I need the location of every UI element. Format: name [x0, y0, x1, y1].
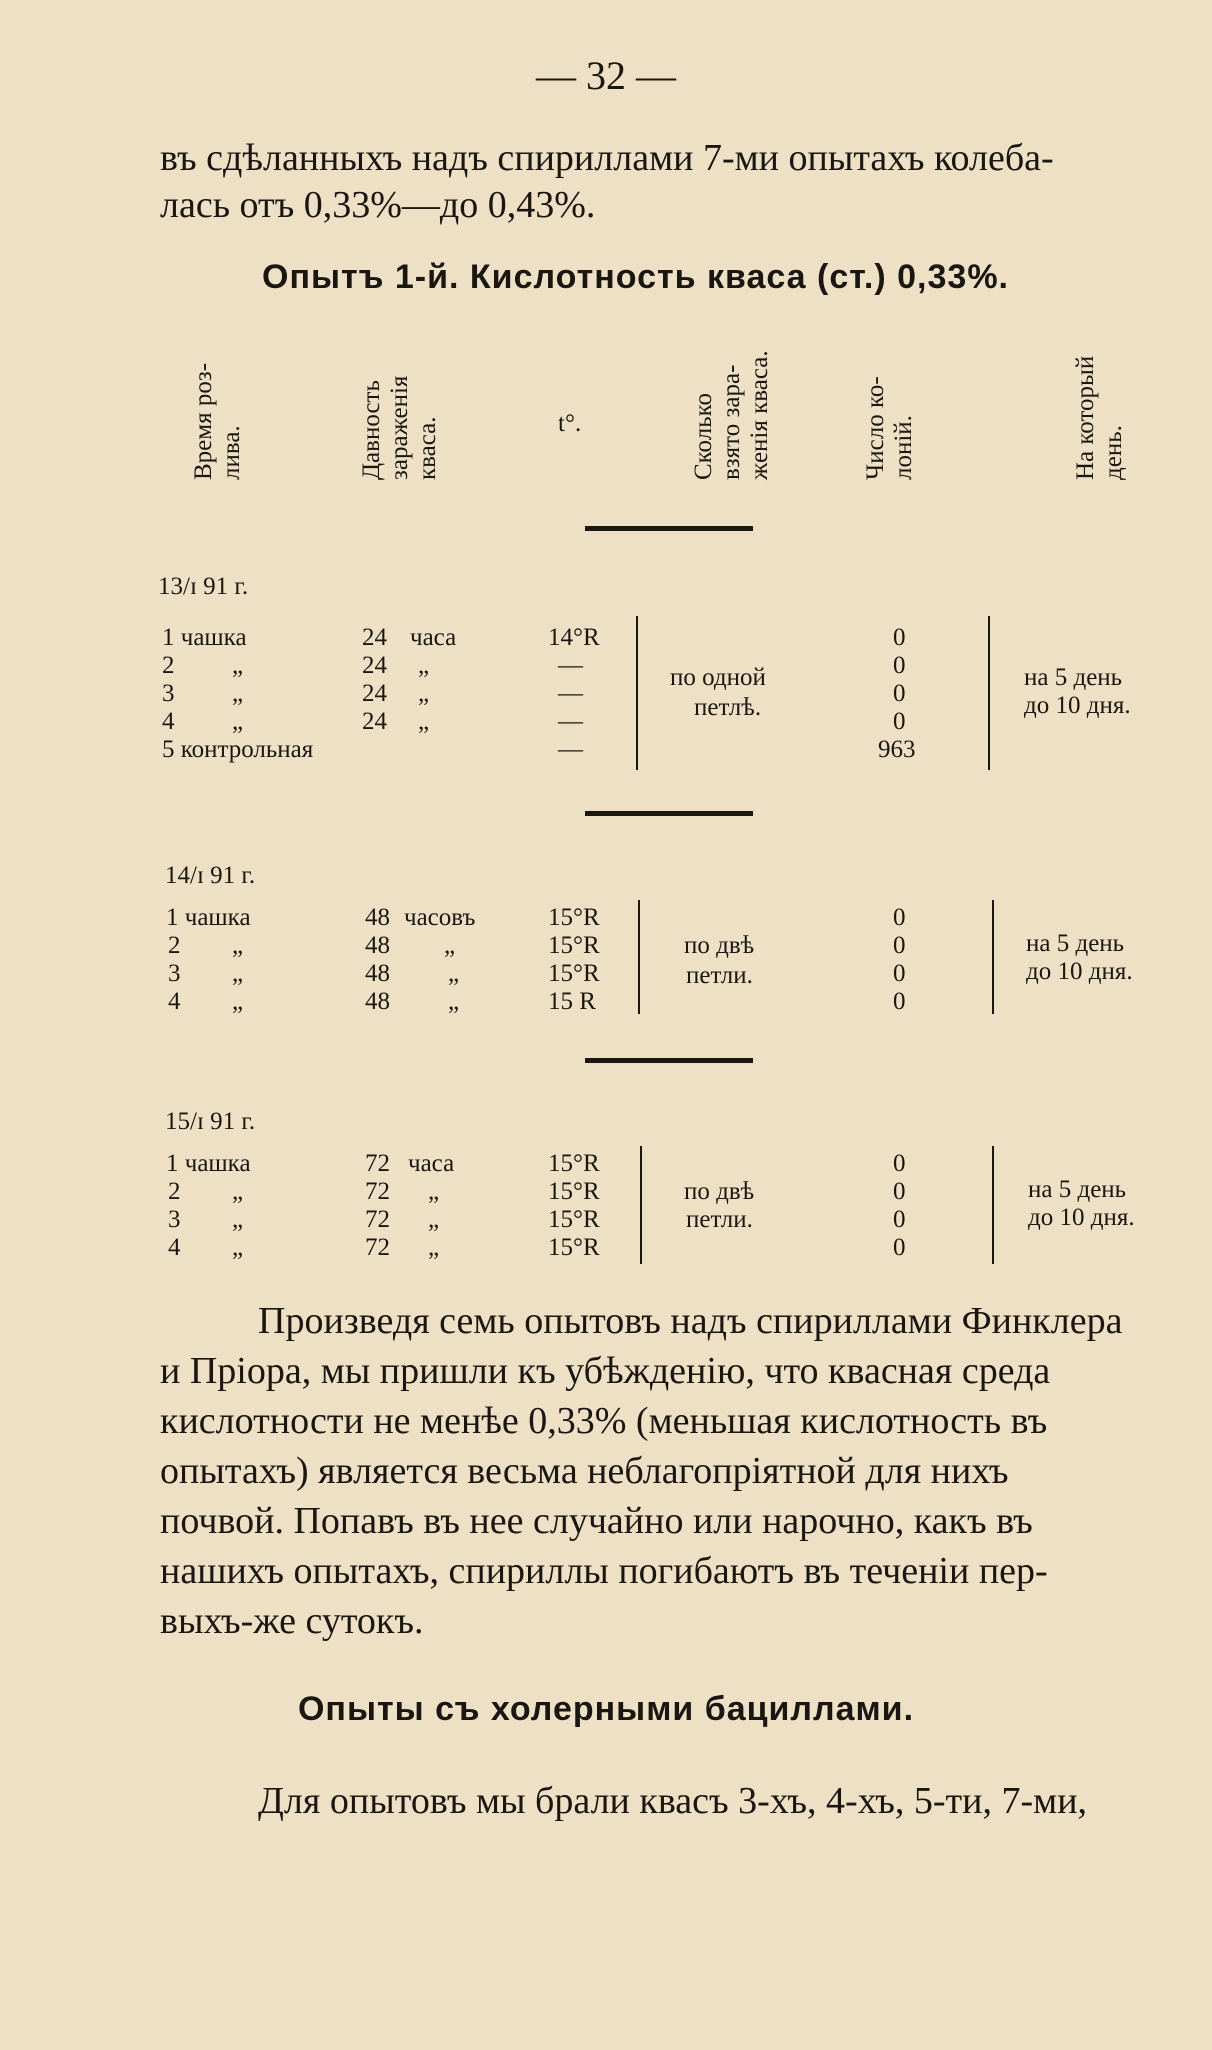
header-amount-line-3: женія кваса. — [746, 350, 773, 480]
age-unit: „ — [428, 1178, 440, 1205]
age-unit: часа — [408, 1150, 455, 1177]
header-time-line-1: Время роз- — [190, 362, 217, 480]
day-range: на 5 день — [1028, 1176, 1127, 1203]
amount-taken-unit: петли. — [686, 962, 753, 989]
header-temperature: t°. — [558, 410, 582, 437]
ditto-mark: „ — [232, 652, 244, 679]
brace — [984, 1146, 994, 1264]
colonies: 0 — [893, 904, 906, 931]
header-age-line-3: кваса. — [414, 416, 441, 480]
colonies: 0 — [893, 932, 906, 959]
age-unit: „ — [418, 652, 430, 679]
age-unit: „ — [448, 988, 460, 1015]
infection-age: 72 — [365, 1150, 390, 1177]
ditto-mark: „ — [232, 1178, 244, 1205]
temperature: 15°R — [548, 904, 600, 931]
conclusion-line: Произведя семь опытовъ надъ спириллами Финклера — [258, 1300, 1123, 1342]
intro-line-1: въ сдѣланныхъ надъ спириллами 7-ми опытахъ колеба- — [160, 137, 1054, 179]
colonies: 0 — [893, 988, 906, 1015]
colonies: 0 — [893, 960, 906, 987]
ditto-mark: „ — [232, 932, 244, 959]
day-range-end: до 10 дня. — [1024, 692, 1131, 719]
header-day-line-2: день. — [1100, 425, 1127, 480]
amount-taken: по одной — [670, 664, 766, 691]
ditto-mark: „ — [232, 988, 244, 1015]
infection-age: 48 — [365, 904, 390, 931]
temperature: 15°R — [548, 960, 600, 987]
brace — [632, 1146, 642, 1264]
header-age-line-1: Давность — [358, 380, 385, 480]
amount-taken-unit: петлѣ. — [694, 694, 762, 721]
cup-label: 2 — [168, 1178, 181, 1205]
ditto-mark: „ — [232, 1206, 244, 1233]
header-amount-line-2: взято зара- — [718, 364, 745, 480]
final-line: Для опытовъ мы брали квасъ 3-хъ, 4-хъ, 5-ти, 7-ми, — [258, 1780, 1088, 1822]
temperature: 15°R — [548, 1150, 600, 1177]
amount-taken-unit: петли. — [686, 1206, 753, 1233]
temperature: — — [558, 680, 583, 707]
colonies: 0 — [893, 1234, 906, 1261]
header-colonies-line-2: лоній. — [890, 415, 917, 480]
cup-label: 4 — [162, 708, 175, 735]
amount-taken: по двѣ — [684, 1178, 755, 1205]
header-time-line-2: лива. — [218, 425, 245, 480]
temperature: 15°R — [548, 1178, 600, 1205]
age-unit: „ — [428, 1234, 440, 1261]
header-colonies-line-1: Число ко- — [862, 376, 889, 480]
conclusion-line: почвой. Попавъ въ нее случайно или нарочно, какъ въ — [160, 1500, 1033, 1542]
divider-rule — [585, 811, 753, 816]
cup-label: 3 — [168, 960, 181, 987]
age-unit: „ — [444, 932, 456, 959]
temperature: — — [558, 736, 583, 763]
infection-age: 24 — [362, 624, 387, 651]
ditto-mark: „ — [232, 680, 244, 707]
intro-line-2: лась отъ 0,33%—до 0,43%. — [160, 184, 596, 226]
group-date: 14/ɪ 91 г. — [165, 862, 256, 889]
colonies: 0 — [893, 1150, 906, 1177]
age-unit: „ — [418, 708, 430, 735]
day-range-end: до 10 дня. — [1028, 1204, 1135, 1231]
colonies: 0 — [893, 708, 906, 735]
header-time — [190, 363, 246, 480]
infection-age: 48 — [365, 932, 390, 959]
colonies: 0 — [893, 680, 906, 707]
cup-label: 2 — [162, 652, 175, 679]
infection-age: 72 — [365, 1206, 390, 1233]
conclusion-line: кислотности не менѣе 0,33% (меньшая кислотность въ — [160, 1400, 1048, 1442]
colonies: 0 — [893, 652, 906, 679]
age-unit: „ — [428, 1206, 440, 1233]
age-unit: „ — [418, 680, 430, 707]
temperature: 14°R — [548, 624, 600, 651]
amount-taken: по двѣ — [684, 932, 755, 959]
colonies: 0 — [893, 624, 906, 651]
infection-age: 24 — [362, 652, 387, 679]
infection-age: 24 — [362, 680, 387, 707]
header-day-line-1: На который — [1072, 355, 1099, 480]
divider-rule — [585, 1058, 753, 1063]
cup-label: 1 чашка — [166, 904, 251, 931]
colonies: 0 — [893, 1178, 906, 1205]
temperature: 15°R — [548, 1206, 600, 1233]
age-unit: часа — [410, 624, 457, 651]
infection-age: 48 — [365, 988, 390, 1015]
conclusion-line: нашихъ опытахъ, спириллы погибаютъ въ теченіи пер- — [160, 1550, 1048, 1592]
conclusion-line: опытахъ) является весьма неблагопріятной для нихъ — [160, 1450, 1009, 1492]
day-range-end: до 10 дня. — [1026, 958, 1133, 985]
brace — [980, 616, 990, 770]
infection-age: 72 — [365, 1234, 390, 1261]
age-unit: „ — [448, 960, 460, 987]
cup-label: 1 чашка — [166, 1150, 251, 1177]
header-infection-age — [358, 376, 442, 480]
cup-label: 3 — [168, 1206, 181, 1233]
brace — [630, 900, 640, 1014]
conclusion-line: выхъ-же сутокъ. — [160, 1600, 424, 1642]
cup-label: 4 — [168, 988, 181, 1015]
brace — [984, 900, 994, 1014]
infection-age: 24 — [362, 708, 387, 735]
infection-age: 72 — [365, 1178, 390, 1205]
cup-label: 5 контрольная — [162, 736, 314, 763]
cup-label: 1 чашка — [162, 624, 247, 651]
divider-rule — [585, 526, 753, 531]
ditto-mark: „ — [232, 960, 244, 987]
temperature: 15 R — [548, 988, 596, 1015]
cup-label: 4 — [168, 1234, 181, 1261]
page-number: — 32 — — [536, 53, 676, 98]
colonies: 963 — [878, 736, 916, 763]
ditto-mark: „ — [232, 1234, 244, 1261]
section-title: Опыты съ холерными бациллами. — [297, 1690, 915, 1728]
age-unit: часовъ — [404, 904, 476, 931]
temperature: 15°R — [548, 932, 600, 959]
conclusion-line: и Пріора, мы пришли къ убѣжденію, что квасная среда — [160, 1350, 1051, 1392]
brace — [628, 616, 638, 770]
temperature: — — [558, 708, 583, 735]
cup-label: 3 — [162, 680, 175, 707]
day-range: на 5 день — [1026, 930, 1125, 957]
day-range: на 5 день — [1024, 664, 1123, 691]
header-amount-line-1: Сколько — [690, 393, 717, 480]
cup-label: 2 — [168, 932, 181, 959]
ditto-mark: „ — [232, 708, 244, 735]
group-date: 13/ɪ 91 г. — [158, 573, 249, 600]
header-day — [1072, 356, 1128, 480]
infection-age: 48 — [365, 960, 390, 987]
group-date: 15/ɪ 91 г. — [165, 1108, 256, 1135]
header-amount — [690, 350, 774, 480]
temperature: — — [558, 652, 583, 679]
header-age-line-2: зараженія — [386, 375, 413, 480]
header-colonies — [862, 376, 918, 480]
colonies: 0 — [893, 1206, 906, 1233]
table-title: Опытъ 1-й. Кислотность кваса (ст.) 0,33%. — [262, 258, 1009, 296]
temperature: 15°R — [548, 1234, 600, 1261]
